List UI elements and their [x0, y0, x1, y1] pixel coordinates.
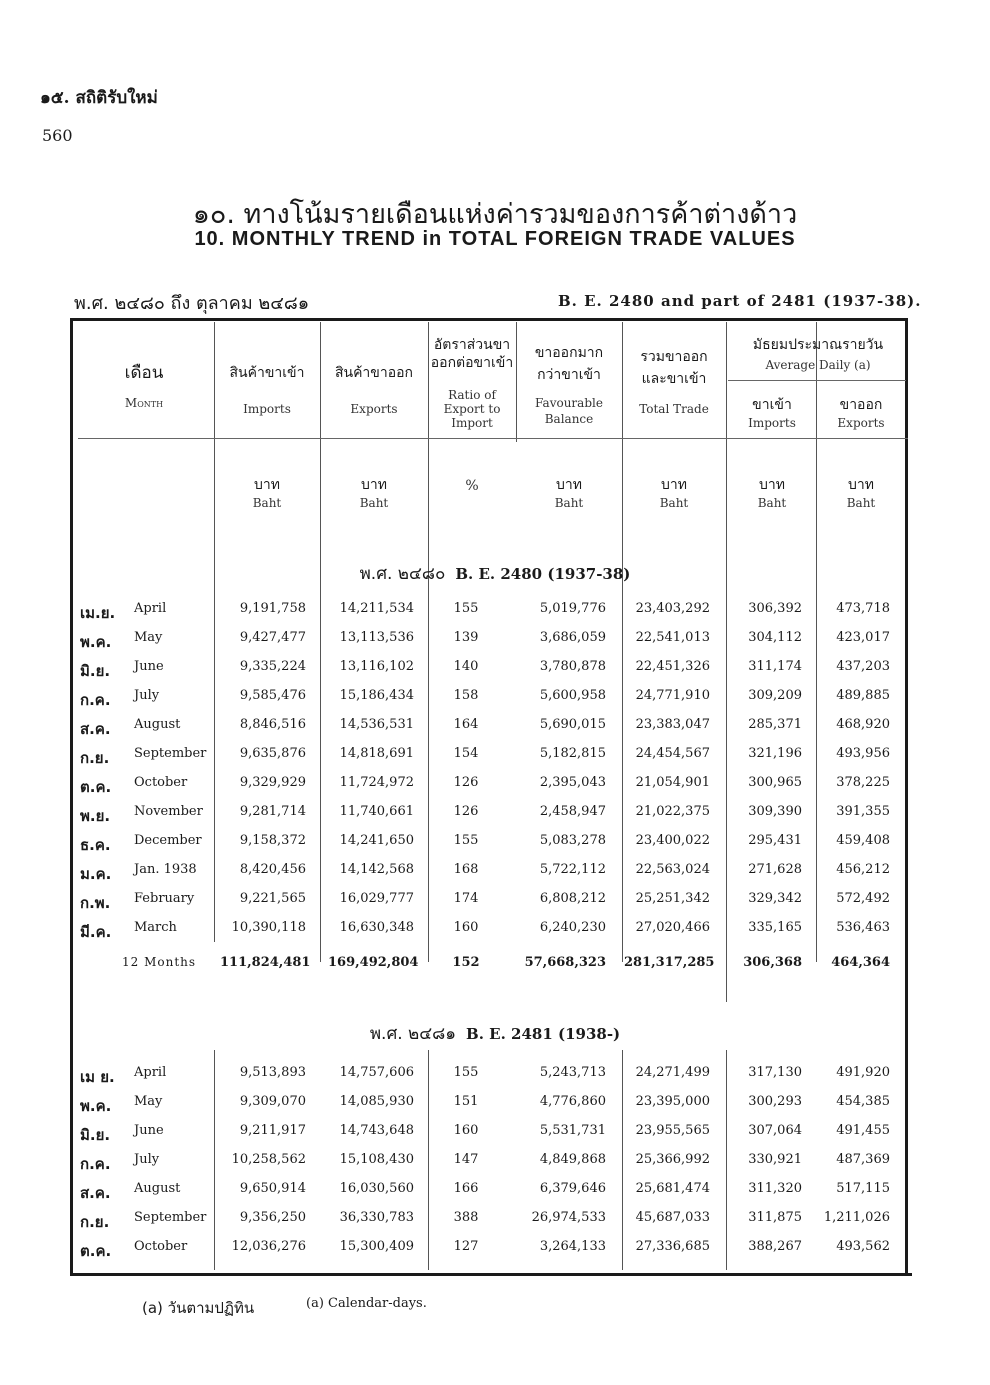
favourable-value: 5,243,713: [539, 1065, 606, 1080]
total-trade-value: 23,403,292: [635, 601, 710, 616]
unit-baht-thai: บาท: [848, 477, 874, 493]
unit-baht-thai: บาท: [661, 477, 687, 493]
ratio-value: 152: [452, 955, 480, 970]
avg-imports-value: 311,875: [748, 1210, 802, 1225]
table-row: [74, 659, 908, 688]
month-english: December: [134, 833, 202, 848]
unit-baht-english: Baht: [659, 496, 689, 510]
favourable-value: 3,686,059: [539, 630, 606, 645]
unit-baht-english: Baht: [554, 496, 584, 510]
total-trade-value: 27,020,466: [635, 920, 710, 935]
total-trade-value: 23,395,000: [635, 1094, 710, 1109]
imports-value: 9,309,070: [239, 1094, 306, 1109]
table-row: [74, 1094, 908, 1123]
table-row: [74, 1065, 908, 1094]
avg-imports-value: 329,342: [748, 891, 802, 906]
table-row: [74, 804, 908, 833]
avg-imports-value: 309,390: [748, 804, 802, 819]
ratio-value: 139: [453, 630, 479, 645]
exports-value: 16,030,560: [339, 1181, 414, 1196]
favourable-value: 6,808,212: [539, 891, 606, 906]
avg-imports-value: 317,130: [748, 1065, 802, 1080]
unit-percent: %: [465, 478, 479, 494]
avg-exports-value: 493,956: [836, 746, 890, 761]
section-heading-2480: [0, 560, 990, 587]
avg-exports-value: 491,455: [836, 1123, 890, 1138]
avg-exports-value: 464,364: [831, 955, 890, 970]
avg-exports-value: 536,463: [836, 920, 890, 935]
favourable-value: 3,264,133: [539, 1239, 606, 1254]
section-heading-thai: พ.ศ. ๒๔๘๐: [359, 564, 446, 584]
ratio-value: 155: [453, 833, 479, 848]
imports-value: 111,824,481: [220, 955, 311, 970]
exports-value: 14,142,568: [339, 862, 414, 877]
avg-imports-value: 307,064: [748, 1123, 802, 1138]
month-english: September: [134, 1210, 207, 1225]
exports-value: 169,492,804: [328, 955, 419, 970]
ratio-value: 158: [453, 688, 479, 703]
page-title-thai: ๑๐. ทางโน้มรายเดือนแห่งค่ารวมของการค้าต่างด้าว: [192, 199, 798, 230]
month-english: July: [134, 688, 160, 703]
total-trade-value: 23,383,047: [635, 717, 710, 732]
imports-value: 12,036,276: [231, 1239, 306, 1254]
month-thai: เม.ย.: [80, 604, 116, 622]
exports-value: 13,113,536: [339, 630, 414, 645]
total-trade-value: 281,317,285: [624, 955, 715, 970]
month-thai: เม ย.: [80, 1068, 115, 1086]
avg-imports-value: 285,371: [748, 717, 802, 732]
page-number: 560: [42, 126, 73, 145]
month-thai: ก.ค.: [80, 691, 111, 709]
exports-value: 15,300,409: [339, 1239, 414, 1254]
ratio-value: 160: [453, 920, 479, 935]
avg-exports-value: 491,920: [836, 1065, 890, 1080]
month-english: August: [134, 717, 181, 732]
imports-value: 9,221,565: [239, 891, 306, 906]
exports-value: 14,818,691: [339, 746, 414, 761]
unit-baht-english: Baht: [359, 496, 389, 510]
imports-value: 9,158,372: [239, 833, 306, 848]
avg-imports-value: 309,209: [748, 688, 802, 703]
month-english: June: [134, 1123, 164, 1138]
total-trade-value: 23,400,022: [635, 833, 710, 848]
ratio-value: 155: [453, 601, 479, 616]
exports-value: 36,330,783: [339, 1210, 414, 1225]
exports-value: 14,241,650: [339, 833, 414, 848]
total-trade-value: 24,771,910: [635, 688, 710, 703]
month-thai: มิ.ย.: [80, 1126, 111, 1144]
month-thai: ต.ค.: [80, 778, 112, 796]
exports-value: 15,186,434: [339, 688, 414, 703]
header-avg-exports-english: Exports: [837, 416, 885, 430]
table-row: [74, 862, 908, 891]
ratio-value: 164: [453, 717, 479, 732]
header-rule: [728, 380, 906, 381]
header-ratio-english-1: Ratio of: [448, 388, 496, 402]
avg-exports-value: 489,885: [836, 688, 890, 703]
header-ratio-english-3: Import: [451, 416, 493, 430]
month-thai: ต.ค.: [80, 1242, 112, 1260]
header-total-thai-2: และขาเข้า: [641, 371, 707, 387]
unit-baht-thai: บาท: [759, 477, 785, 493]
month-thai: พ.ย.: [80, 807, 111, 825]
avg-imports-value: 306,392: [748, 601, 802, 616]
imports-value: 9,513,893: [239, 1065, 306, 1080]
imports-value: 9,356,250: [239, 1210, 306, 1225]
avg-exports-value: 437,203: [836, 659, 890, 674]
favourable-value: 2,395,043: [539, 775, 606, 790]
exports-value: 14,743,648: [339, 1123, 414, 1138]
avg-exports-value: 468,920: [836, 717, 890, 732]
table-row: [74, 601, 908, 630]
month-thai: ก.ย.: [80, 1213, 110, 1231]
avg-exports-value: 493,562: [836, 1239, 890, 1254]
imports-value: 10,258,562: [231, 1152, 306, 1167]
favourable-value: 4,776,860: [539, 1094, 606, 1109]
month-thai: ก.ค.: [80, 1155, 111, 1173]
avg-imports-value: 300,965: [748, 775, 802, 790]
ratio-value: 166: [453, 1181, 479, 1196]
total-trade-value: 45,687,033: [635, 1210, 710, 1225]
total-trade-value: 22,451,326: [635, 659, 710, 674]
table-row: [74, 1152, 908, 1181]
month-english: April: [134, 601, 167, 616]
footnote-english: (a) Calendar-days.: [306, 1296, 427, 1311]
section-label: ๑๕. สถิติรับใหม่: [40, 88, 158, 108]
total-trade-value: 25,251,342: [635, 891, 710, 906]
exports-value: 15,108,430: [339, 1152, 414, 1167]
table-row: [74, 1123, 908, 1152]
exports-value: 16,029,777: [339, 891, 414, 906]
month-english: April: [134, 1065, 167, 1080]
ratio-value: 126: [453, 775, 479, 790]
unit-baht-thai: บาท: [361, 477, 387, 493]
avg-imports-value: 330,921: [748, 1152, 802, 1167]
favourable-value: 6,379,646: [539, 1181, 606, 1196]
page-title-english: 10. MONTHLY TREND in TOTAL FOREIGN TRADE VALUES: [194, 228, 796, 250]
header-favourable-english-2: Balance: [544, 412, 594, 426]
avg-imports-value: 304,112: [748, 630, 802, 645]
header-exports-english: Exports: [350, 402, 398, 416]
header-avg-imports-english: Imports: [748, 416, 796, 430]
avg-exports-value: 1,211,026: [823, 1210, 890, 1225]
total-label: 12 Months: [122, 955, 197, 969]
ratio-value: 140: [453, 659, 479, 674]
avg-imports-value: 311,320: [748, 1181, 802, 1196]
unit-baht-english: Baht: [757, 496, 787, 510]
exports-value: 11,740,661: [339, 804, 414, 819]
imports-value: 10,390,118: [231, 920, 306, 935]
ratio-value: 155: [453, 1065, 479, 1080]
footnote-thai: (a) วันตามปฏิทิน: [142, 1299, 255, 1317]
month-thai: มิ.ย.: [80, 662, 111, 680]
favourable-value: 26,974,533: [531, 1210, 606, 1225]
exports-value: 14,211,534: [339, 601, 414, 616]
month-english: September: [134, 746, 207, 761]
avg-imports-value: 321,196: [748, 746, 802, 761]
avg-exports-value: 459,408: [836, 833, 890, 848]
favourable-value: 5,600,958: [539, 688, 606, 703]
imports-value: 9,329,929: [239, 775, 306, 790]
favourable-value: 5,690,015: [539, 717, 606, 732]
total-trade-value: 25,366,992: [635, 1152, 710, 1167]
avg-imports-value: 295,431: [748, 833, 802, 848]
month-english: October: [134, 1239, 188, 1254]
avg-exports-value: 473,718: [836, 601, 890, 616]
exports-value: 14,536,531: [339, 717, 414, 732]
month-thai: ก.ย.: [80, 749, 110, 767]
month-english: May: [134, 630, 163, 645]
month-english: Jan. 1938: [134, 862, 197, 877]
month-thai: ม.ค.: [80, 865, 112, 883]
table-row: [74, 717, 908, 746]
header-ratio-thai-1: อัตราส่วนขา: [433, 337, 511, 353]
total-trade-value: 23,955,565: [635, 1123, 710, 1138]
avg-imports-value: 335,165: [748, 920, 802, 935]
avg-exports-value: 391,355: [836, 804, 890, 819]
header-ratio-english-2: Export to: [443, 402, 501, 416]
avg-exports-value: 487,369: [836, 1152, 890, 1167]
avg-imports-value: 306,368: [743, 955, 802, 970]
header-imports-english: Imports: [243, 402, 291, 416]
table-row: [74, 775, 908, 804]
month-english: February: [134, 891, 195, 906]
ratio-value: 126: [453, 804, 479, 819]
header-month-english: Month: [124, 396, 164, 410]
month-thai: มี.ค.: [80, 923, 112, 941]
avg-exports-value: 572,492: [836, 891, 890, 906]
avg-exports-value: 454,385: [836, 1094, 890, 1109]
favourable-value: 5,531,731: [539, 1123, 606, 1138]
month-english: June: [134, 659, 164, 674]
favourable-value: 57,668,323: [524, 955, 606, 970]
table-row: [74, 891, 908, 920]
avg-exports-value: 456,212: [836, 862, 890, 877]
avg-exports-value: 423,017: [836, 630, 890, 645]
total-trade-value: 22,563,024: [635, 862, 710, 877]
total-trade-value: 21,022,375: [635, 804, 710, 819]
unit-baht-english: Baht: [252, 496, 282, 510]
ratio-value: 127: [453, 1239, 479, 1254]
unit-baht-thai: บาท: [254, 477, 280, 493]
header-favourable-english-1: Favourable: [535, 396, 603, 410]
total-trade-value: 24,271,499: [635, 1065, 710, 1080]
month-thai: พ.ค.: [80, 633, 112, 651]
section-heading-english: B. E. 2480 (1937-38): [455, 565, 631, 583]
month-thai: ธ.ค.: [80, 836, 111, 854]
favourable-value: 3,780,878: [539, 659, 606, 674]
exports-value: 16,630,348: [339, 920, 414, 935]
month-english: October: [134, 775, 188, 790]
month-thai: พ.ค.: [80, 1097, 112, 1115]
header-total-thai-1: รวมขาออก: [640, 349, 708, 365]
header-avg-exports-thai: ขาออก: [839, 397, 883, 413]
month-english: August: [134, 1181, 181, 1196]
avg-imports-value: 311,174: [748, 659, 802, 674]
exports-value: 14,757,606: [339, 1065, 414, 1080]
exports-value: 13,116,102: [339, 659, 414, 674]
imports-value: 9,427,477: [239, 630, 306, 645]
avg-exports-value: 517,115: [836, 1181, 890, 1196]
imports-value: 8,846,516: [239, 717, 306, 732]
imports-value: 9,211,917: [239, 1123, 306, 1138]
header-favourable-thai-1: ขาออกมาก: [534, 345, 604, 361]
favourable-value: 5,019,776: [539, 601, 606, 616]
period-thai: พ.ศ. ๒๔๘๐ ถึง ตุลาคม ๒๔๘๑: [74, 293, 310, 314]
header-ratio-thai-2: ออกต่อขาเข้า: [430, 355, 514, 371]
unit-baht-english: Baht: [846, 496, 876, 510]
section-heading-2481: [0, 1020, 990, 1047]
favourable-value: 5,083,278: [539, 833, 606, 848]
section-heading-english: B. E. 2481 (1938-): [466, 1025, 621, 1043]
header-avg-imports-thai: ขาเข้า: [752, 397, 792, 413]
period-english: B. E. 2480 and part of 2481 (1937-38).: [558, 292, 922, 310]
total-trade-value: 25,681,474: [635, 1181, 710, 1196]
total-trade-value: 24,454,567: [635, 746, 710, 761]
month-thai: ส.ค.: [80, 720, 111, 738]
table-row: [74, 920, 908, 949]
month-english: May: [134, 1094, 163, 1109]
header-favourable-thai-2: กว่าขาเข้า: [537, 367, 601, 383]
ratio-value: 168: [453, 862, 479, 877]
imports-value: 9,191,758: [239, 601, 306, 616]
ratio-value: 154: [453, 746, 479, 761]
favourable-value: 5,722,112: [539, 862, 606, 877]
header-average-daily-thai: มัธยมประมาณรายวัน: [752, 337, 884, 353]
table-row: [74, 630, 908, 659]
ratio-value: 147: [453, 1152, 479, 1167]
table-row: [74, 1239, 908, 1268]
avg-imports-value: 271,628: [748, 862, 802, 877]
imports-value: 9,335,224: [239, 659, 306, 674]
ratio-value: 160: [453, 1123, 479, 1138]
avg-exports-value: 378,225: [836, 775, 890, 790]
imports-value: 9,650,914: [239, 1181, 306, 1196]
table-row: [74, 833, 908, 862]
favourable-value: 4,849,868: [539, 1152, 606, 1167]
table-row: [74, 688, 908, 717]
table-bottom-rule: [70, 1273, 912, 1276]
table-row: [74, 746, 908, 775]
total-trade-value: 21,054,901: [635, 775, 710, 790]
header-average-daily-english: Average Daily (a): [765, 358, 871, 372]
section-heading-thai: พ.ศ. ๒๔๘๑: [369, 1024, 457, 1044]
favourable-value: 2,458,947: [539, 804, 606, 819]
exports-value: 14,085,930: [339, 1094, 414, 1109]
header-exports-thai: สินค้าขาออก: [334, 365, 414, 381]
month-thai: ส.ค.: [80, 1184, 111, 1202]
favourable-value: 5,182,815: [539, 746, 606, 761]
month-english: March: [134, 920, 177, 935]
ratio-value: 151: [453, 1094, 479, 1109]
avg-imports-value: 388,267: [748, 1239, 802, 1254]
total-trade-value: 27,336,685: [635, 1239, 710, 1254]
table-row: [74, 1181, 908, 1210]
header-total-english: Total Trade: [639, 402, 709, 416]
imports-value: 9,281,714: [239, 804, 306, 819]
avg-imports-value: 300,293: [748, 1094, 802, 1109]
header-rule: [78, 438, 908, 439]
table-row: [74, 1210, 908, 1239]
imports-value: 9,635,876: [239, 746, 306, 761]
header-imports-thai: สินค้าขาเข้า: [229, 365, 305, 381]
month-english: November: [134, 804, 203, 819]
table-total-row: [74, 955, 908, 984]
ratio-value: 174: [453, 891, 479, 906]
header-month-thai: เดือน: [124, 363, 164, 383]
ratio-value: 388: [453, 1210, 479, 1225]
unit-baht-thai: บาท: [556, 477, 582, 493]
favourable-value: 6,240,230: [539, 920, 606, 935]
imports-value: 8,420,456: [239, 862, 306, 877]
total-trade-value: 22,541,013: [635, 630, 710, 645]
exports-value: 11,724,972: [339, 775, 414, 790]
imports-value: 9,585,476: [239, 688, 306, 703]
month-thai: ก.พ.: [80, 894, 111, 912]
month-english: July: [134, 1152, 160, 1167]
